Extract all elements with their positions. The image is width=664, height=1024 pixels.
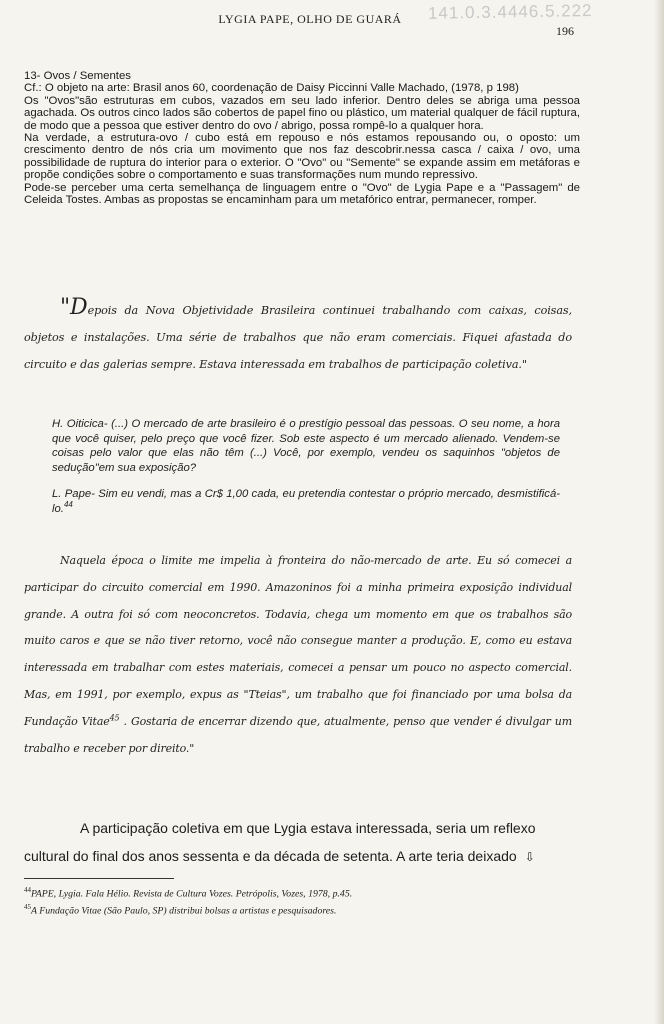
footnote-divider [24, 878, 174, 879]
footnote-ref-45: 45 [109, 713, 120, 723]
footnote-text: A Fundação Vitae (São Paulo, SP) distribui bolsas a artistas e pesquisadores. [31, 905, 337, 917]
block-quote [24, 294, 572, 378]
footnote-number: 45 [24, 902, 31, 911]
page-number: 196 [556, 24, 574, 38]
footnote [24, 884, 580, 901]
body-quote-text: Naquela época o limite me impelia à fronteira do não-mercado de arte. Eu só comecei a participar do circuito comercial em 1990. Amazoninos foi a minha primeira exposição individual grande. A outra foi só com neoconcretos. Todavia, chega um momento em que os trabalhos são muito caros e que se não tiver retorno, você não consegue manter a produção. E, como eu estava interessada em trabalhar com estes materiais, comecei a pensar um pouco no aspecto comercial. Mas, em 1991, por exemplo, expus as "Tteias", um trabalho que foi financiado por uma bolsa da Fundação Vitae [24, 554, 572, 728]
quote-text: epois da Nova Objetividade Brasileira continuei trabalhando com caixas, coisas, objetos e instalações. Uma série de trabalhos que não eram comerciais. Fiquei afastada do circuito e das galerias sempre. Estava interessada em trabalhos de participação coletiva." [24, 304, 572, 371]
interview-question: H. Oiticica- (...) O mercado de arte brasileiro é o prestígio pessoal das pessoas. O seu nome, a hora que você quiser, pelo preço que você fizer. Sob este aspecto é um mercado alienado. Vendem-se coisas pelo valor que elas não têm (...) Você, por exemplo, vendeu os saquinhos "objetos de sedução"em sua exposição? [52, 418, 560, 474]
footnote-text: PAPE, Lygia. Fala Hélio. Revista de Cultura Vozes. Petrópolis, Vozes, 1978, p.45. [31, 888, 353, 900]
archive-stamp: 141.0.3.4446.5.222 [427, 0, 593, 23]
footnotes [24, 884, 580, 918]
intro-paragraph: Cf.: O objeto na arte: Brasil anos 60, coordenação de Daisy Piccinni Valle Machado, (1978, p 198) [24, 82, 519, 95]
page-edge-shadow [654, 0, 664, 1024]
footnote-ref-44: 44 [63, 500, 73, 510]
body-quote [24, 548, 572, 762]
footnote [24, 901, 580, 918]
main-paragraph: A participação coletiva em que Lygia estava interessada, seria um reflexo cultural do final dos anos sessenta e da década de setenta. A arte teria deixado [24, 820, 536, 864]
interview-answer [52, 487, 560, 516]
interview-excerpt [52, 417, 560, 529]
intro-block [24, 70, 580, 206]
arrow-down-icon: ⇩ [524, 850, 535, 864]
intro-paragraph: Na verdade, a estrutura-ovo / cubo está em repouso e nós estamos repousando ou, o oposto: um crescimento dentro de nós cria um movimento que nos faz descobrir.nessa casca / caixa / ovo, uma possibilidade de ruptura do interior para o exterior. O "Ovo" ou "Semente" se expande assim em metáforas e propõe condições sobre o comportamento e suas transformações num mundo repressivo. [24, 132, 580, 182]
footnote-number: 44 [24, 886, 31, 894]
body-quote-text-end: . Gostaria de encerrar dizendo que, atualmente, penso que vender é divulgar um trabalho e receber por direito." [24, 714, 572, 755]
running-head: LYGIA PAPE, OLHO DE GUARÁ [218, 12, 402, 26]
quote-dropcap: "D [60, 295, 88, 320]
main-text [24, 814, 580, 871]
section-title: 13- Ovos / Sementes [24, 70, 131, 82]
intro-paragraph: Os "Ovos"são estruturas em cubos, vazados em seu lado inferior. Dentro deles se abriga uma pessoa agachada. Os outros cinco lados são cobertos de papel fino ou plástico, um material qualquer de fácil ruptura, de modo que a pessoa que estiver dentro do ovo / abrigo, possa rompê-lo a qualquer hora. [24, 94, 580, 132]
interview-answer-text: L. Pape- Sim eu vendi, mas a Cr$ 1,00 cada, eu pretendia contestar o próprio mercado, desmistificá-lo. [52, 488, 560, 515]
intro-paragraph: Pode-se perceber uma certa semelhança de linguagem entre o "Ovo" de Lygia Pape e a "Passagem" de Celeida Tostes. Ambas as propostas se encaminham para um metafórico entrar, permanecer, romper. [24, 181, 580, 207]
